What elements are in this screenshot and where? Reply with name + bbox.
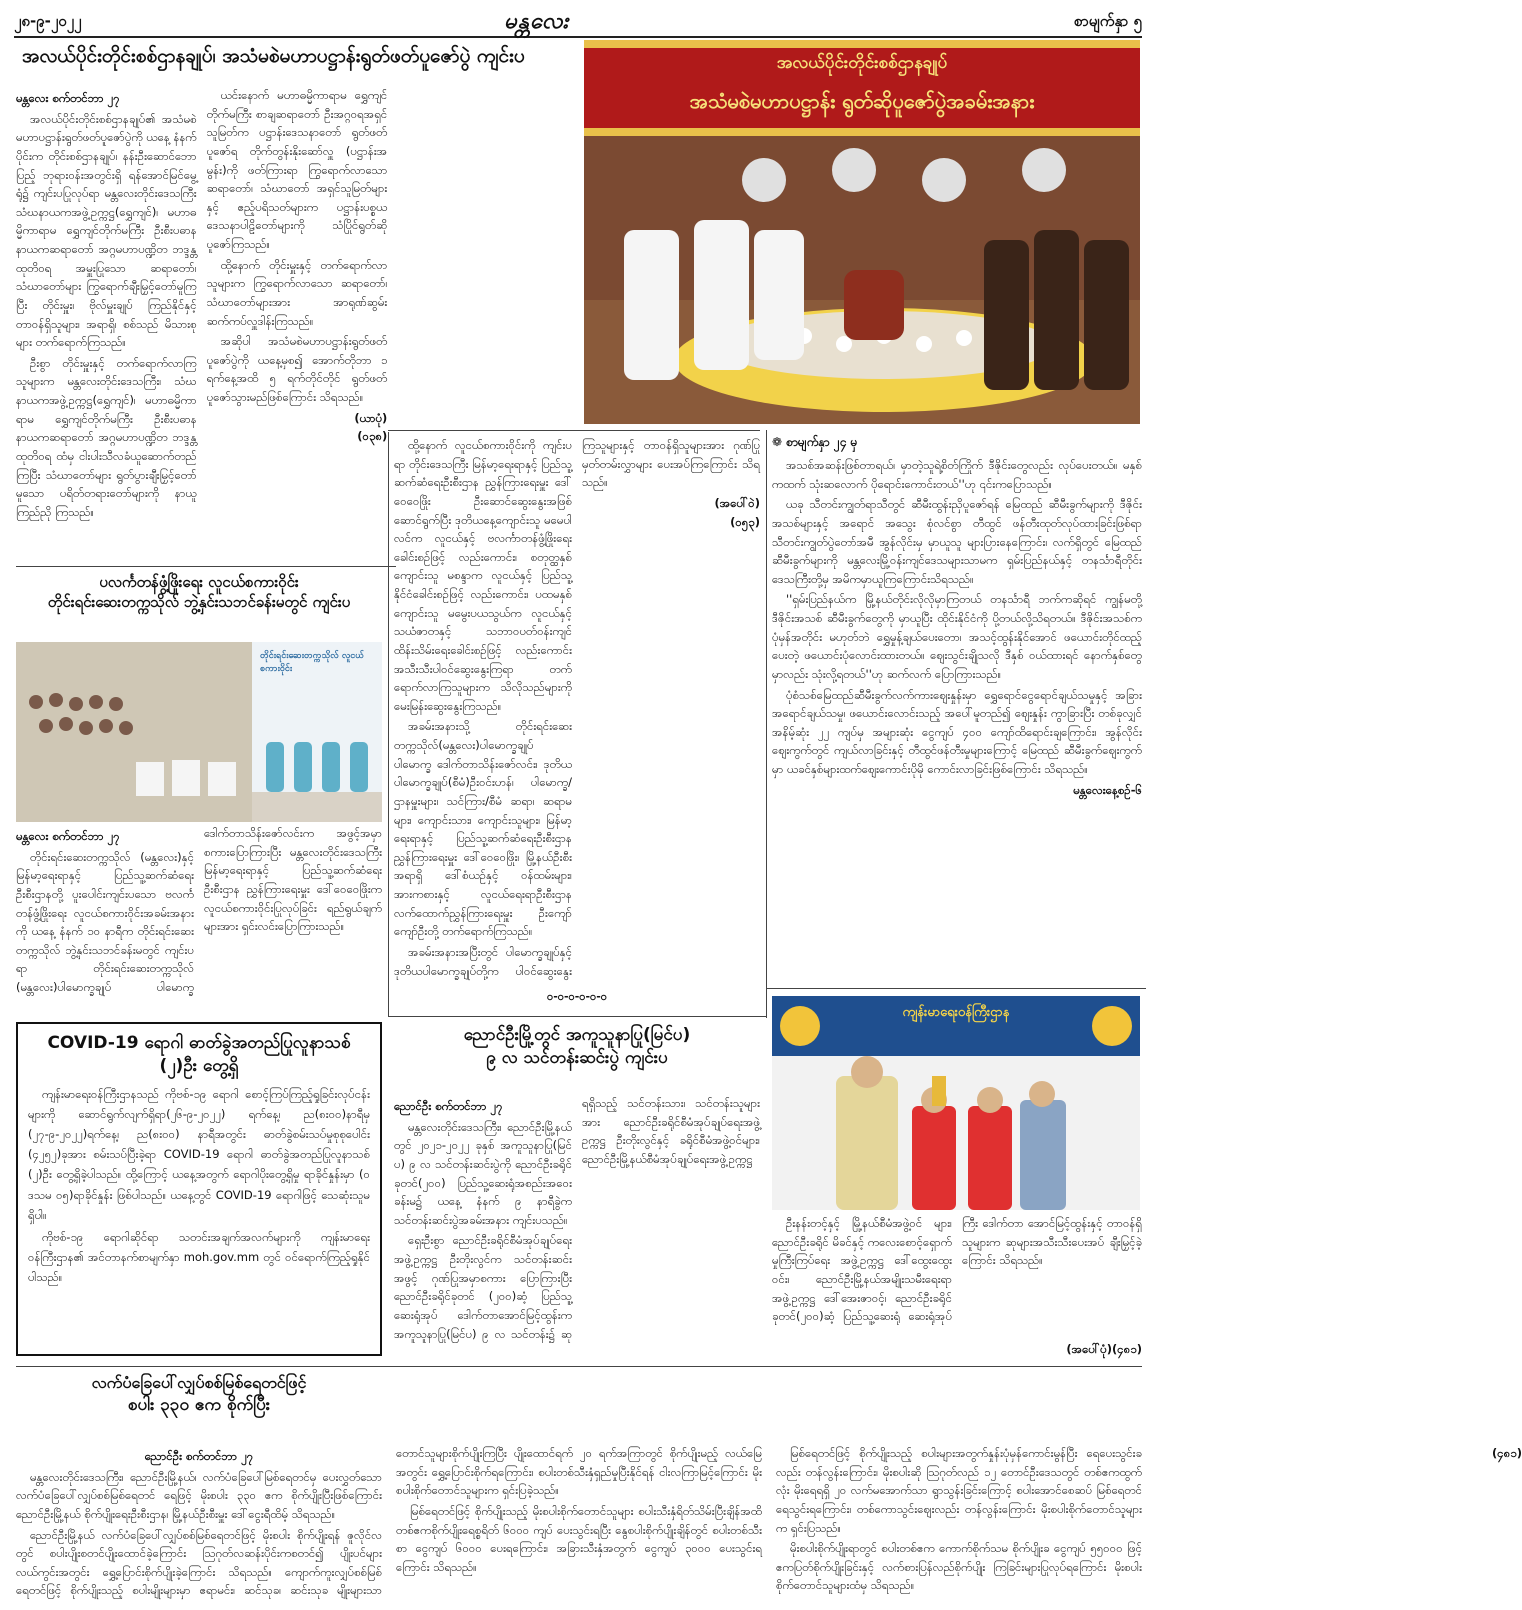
article-paragraph: ယခု သီတင်းကျွတ်ရာသီတွင် ဆီမီးထွန်းညှိပူဇော်ရန် မြေထည် ဆီမီးခွက်များကို ဒီဇိုင်းအသစ်များနှင့် အရောင် အသွေး စုံလင်စွာ တီထွင် ဖန်တီးထုတ်လုပ်ထားခြင်းဖြစ်ရာ သီတင်းကျွတ်ပွဲတော်အမီ အွန်လိုင်းမှ မှာယူသူ များပြားနေကြောင်း၊ လက်ရှိတွင် မြေထည် ဆီမီးခွက်များကို မန္တလေးမြို့ဝန်းကျင်ဒေသများသာမက ရှမ်းပြည်နယ်နှင့် တနင်္သာရီတိုင်းဒေသကြီးတို့မှ အမိကမှာယူကြကြောင်းသိရသည်။	[772, 497, 1142, 586]
page-header	[14, 6, 1142, 38]
article-paragraph: ဦးစွာ တိုင်းမှူးနှင့် တက်ရောက်လာကြသူများက မန္တလေးတိုင်းဒေသကြီး၊ သံဃနာယကအဖွဲ့ဥက္ကဋ္ဌ(ရွှေကျင်)၊ မဟာဓမ္မိကာရာမ ရွှေကျင်တိုက်မကြီး ဦးစီးပဓာန နာယကဆရာတော် အဂ္ဂမဟာပဏ္ဍိတ ဘဒ္ဒန္တထုတိဝရ ထံမှ ငါးပါးသီလခံယူဆောက်တည်ကြပြီး သံဃာတော်များ ရွတ်ပွားချီးမြှင့်တော်မူသော ပရိတ်တရားတော်များကို နာယူကြည်ညို ကြသည်။	[16, 355, 197, 519]
article-paragraph: အသစ်အဆန်းဖြစ်တာရယ်၊ မှာတဲ့သူရဲ့စိတ်ကြိုက် ဒီဇိုင်းတွေလည်း လုပ်ပေးတယ်။ မနှစ်ကထက် သုံးဆလောက် ပိုရောင်းကောင်းတယ်''ဟု ၎င်းကပြောသည်။	[772, 458, 1142, 491]
article-byline: ညောင်ဦး စက်တင်ဘာ ၂၇	[144, 1449, 254, 1463]
covid-paragraph: ကိုဗစ်-၁၉ ရောဂါဆိုင်ရာ သတင်းအချက်အလက်များကို ကျန်းမာရေးဝန်ကြီးဌာန၏ အင်တာနက်စာမျက်နှာ moh.gov.mm တွင် ဝင်ရောက်ကြည့်ရှုနိုင်ပါသည်။	[28, 1229, 370, 1284]
article-nursing-headline	[394, 1024, 760, 1090]
article-paragraph: မန္တလေးတိုင်းဒေသကြီး၊ ညောင်ဦးမြို့နယ်၊ လက်ပံခြေပေါ်မြစ်ရေတင်မှ ပေးလွှတ်သော လက်ပံခြေပေါ်လျှပ်စစ်မြစ်ရေတင် ရေဖြင့် မိုးစပါး ၃၃၀ ဧက စိုက်ပျိုးပြီးဖြစ်ကြောင်း ညောင်ဦးမြို့နယ် စိုက်ပျိုးရေးဦးစီးဌာန၊ မြို့နယ်ဦးစီးမှူး ဒေါ်ငွေးရီထိမ့် သိရသည်။	[16, 1469, 382, 1521]
article-code: (၀၅၃)	[730, 514, 760, 529]
article-byline: ညောင်ဦး စက်တင်ဘာ ၂၇	[394, 1099, 503, 1113]
article-paragraph: အခမ်းအနားသို့ တိုင်းရင်းဆေးတက္ကသိုလ်(မန္တလေး)ပါမောက္ခချုပ် ပါမောက္ခ ဒေါက်တာသိန်းဇော်လင်း၊ ဒုတိယပါမောက္ခချုပ်(စီမံ)ဦးဝင်းဟန်၊ ပါမောက္ခ/ဌာနမှူးများ၊ သင်ကြား/စီမံ ဆရာ၊ ဆရာမများ၊ ကျောင်းသား၊ ကျောင်းသူများ၊ မြန်မာ့ရေးရာနှင့် ပြည်သူ့ဆက်ဆံရေးဦးစီးဌာန ညွှန်ကြားရေးမှူး ဒေါ်ဝေဝေဖြိုး၊ မြို့နယ်ဦးစီးအရာရှိ ဒေါ်စံယဉ်နှင့် ဝန်ထမ်းများ၊ အားကစားနှင့် လူငယ်ရေးရာဦးစီးဌာန လက်ထောက်ညွှန်ကြားရေးမှူး ဦးကျော်ကျော်ဦးတို့ တက်ရောက်ကြသည်။	[394, 719, 572, 939]
page-number: စာမျက်နှာ ၅	[1074, 12, 1142, 30]
article-youth-forum-headline	[16, 572, 382, 638]
article-headline: တိုင်းရင်းဆေးတက္ကသိုလ် ဘွဲ့နှင်းသဘင်ခန်းမတွင် ကျင်းပ	[47, 593, 351, 612]
article-byline: မန္တလေး စက်တင်ဘာ ၂၇	[16, 829, 120, 843]
continued-from-text: စာမျက်နှာ ၂၄ မှ	[786, 435, 858, 449]
flower-icon: ❁	[772, 435, 787, 449]
masthead-logo: မန္တလေး	[504, 9, 570, 34]
youth-forum-banner: တိုင်းရင်းဆေးတက္ကသိုလ် လူငယ်စကားဝိုင်း	[260, 651, 365, 674]
article-signature: မန္တလေးနေ့စဉ်-၆	[1073, 782, 1142, 797]
article-paragraph: ပုံစံသစ်မြေထည်ဆီမီးခွက်လက်ကားဈေးနှုန်းမှာ ရွှေရောင်ငွေရောင်ချယ်သမှုနှင့် အခြား အရောင်ချယ်သမှု၊ ဖယောင်းလောင်းသည့် အပေါ်မူတည်၍ ဈေးနှုန်း ကွာခြားပြီး တစ်ခုလျှင်အနိမ့်ဆုံး ၂၂ ကျပ်မှ အများဆုံး ငွေကျပ် ၄၀၀ ကျော်ထိရောင်းချကြောင်း၊ အွန်လိုင်းဈေးကွက်တွင် ကျယ်လာခြင်းနှင့် တီထွင်ဖန်တီးမှုများကြောင့် မြေထည် ဆီမီးခွက်ဈေးကွက်မှာ ယခင်နှစ်များထက်ဈေးကောင်းပိုမို ကောင်းလာခြင်းဖြစ်ကြောင်း သိရသည်။	[772, 687, 1142, 776]
article-headline: ပလင်္ကတန်ဖွံ့ဖြိုးရေး လူငယ်စကားဝိုင်း	[99, 573, 299, 591]
youth-forum-photo	[16, 642, 382, 822]
article-paragraph: ထို့နောက် တိုင်းမှူးနှင့် တက်ရောက်လာသူများက ကြွရောက်လာသော ဆရာတော်၊ သံဃာတော်များအား အာရုဏ်ဆွမ်း ဆက်ကပ်လှူဒါန်းကြသည်။	[206, 257, 388, 328]
article-paddy-headline	[16, 1372, 382, 1442]
article-headline: စပါး ၃၃၀ ဧက စိုက်ပြီး	[127, 1394, 271, 1415]
article-headline: ၉ လ သင်တန်းဆင်းပွဲ ကျင်းပ	[486, 1047, 668, 1068]
divider	[16, 1366, 1142, 1367]
article-youth-forum-continued	[394, 436, 760, 1014]
article-headline: ညောင်ဦးမြို့တွင် အကူသူနာပြု(မြင်ပ)	[463, 1025, 691, 1045]
article-paragraph: မြစ်ရေတင်ဖြင့် စိုက်ပျိုးသည့် စပါးများအတွက်နှုန်းပုံမှန်ကောင်းမွန်ပြီး ရေပေးသွင်းခလည်း တန်လွန်းကြောင်း၊ မိုးစပါးဆို ဩဂုတ်လည် ၁၂ တောင်ဦးဒေသတွင် တစ်ဧကထွက်လုံး မိုးရေရရှိ ၂၀ လက်မအောက်သာ ရွာသွန်းခြင်းကြောင့် စပါးအောင်စေဆပ် မြစ်ရေတင်ရေသွင်းရကြောင်း၊ တစ်ကောသွင်းဈေးလည်း တန်လွန်းကြောင်း မိုးစပါးစိုက်တောင်သူများက ရှင်းပြသည်။	[776, 1446, 1142, 1535]
article-paragraph: ''ရှမ်းပြည်နယ်က မြို့နယ်တိုင်းလိုလိုမှာကြတယ် တနင်္သာရီ ဘက်ကဆိုရင် ကျွန်မတို့ ဒီဇိုင်းအသစ် ဆီမီးခွက်တွေကို မှာယူပြီး ထိုင်းနိုင်ငံကို ပို့တယ်လို့သိရတယ်။ ဒီဇိုင်းအသစ်က ပုံမှန်အတိုင်း မဟုတ်ဘဲ ရွှေမှုန့်ချယ်ပေးတော၊ အသင့်ထွန်းနိုင်အောင် ဖယောင်းတိုင်ထည့်ပေးတဲ့ ဖယောင်းပုံလောင်းထားတယ်။ ဈေးသွင်းချိုသလို ဒီနှစ် ဝယ်ထားရင် နောက်နှစ်တွေမှာလည်း သုံးလို့ရတယ်''ဟု ဆက်လက် ပြောကြားသည်။	[772, 592, 1142, 681]
nursing-photo-banner: ကျန်းမာရေးဝန်ကြီးဌာန	[902, 1005, 1010, 1020]
divider	[388, 432, 389, 1016]
article-paragraph: အခမ်းအနားအပြီးတွင် ပါမောက္ခချုပ်နှင့် ဒုတိယပါမောက္ခချုပ်တို့က ပါဝင်ဆွေးနွေးကြသူများနှင့် တာဝန်ရှိသူများအား ဂုဏ်ပြုမှတ်တမ်းလွှာများ ပေးအပ်ကြကြောင်း သိရသည်။	[394, 438, 760, 978]
article-paragraph: တိုင်းရင်းဆေးတက္ကသိုလ် (မန္တလေး)နှင့် မြန်မာ့ရေးရာနှင့် ပြည်သူ့ဆက်ဆံရေးဦးစီးဌာနတို့ ပူးပေါင်းကျင်းပသော ဗလင်္ကတန်ဖွံ့ဖြိုးရေး လူငယ်စကားဝိုင်းအခမ်းအနားကို ယနေ့ နံနက် ၁၀ နာရီက တိုင်းရင်းဆေးတက္ကသိုလ် ဘွဲ့နှင်းသဘင်ခန်းမတွင် ကျင်းပရာ တိုင်းရင်းဆေးတက္ကသိုလ် (မန္တလေး)ပါမောက္ခချုပ် ပါမောက္ခ ဒေါက်တာသိန်းဇော်လင်းက အဖွင့်အမှာစကားပြောကြားပြီး မန္တလေးတိုင်းဒေသကြီး မြန်မာ့ရေးရာနှင့် ပြည်သူ့ဆက်ဆံရေးဦးစီးဌာန ညွှန်ကြားရေးမှူး ဒေါ်ဝေဝေဖြိုးက လူငယ်စကားဝိုင်းပြုလုပ်ခြင်း ရည်ရွယ်ချက်များအား ရှင်းလင်းပြောကြားသည်။	[16, 826, 382, 994]
article-paragraph: မန္တလေးတိုင်းဒေသကြီး၊ ညောင်ဦးမြို့နယ်တွင် ၂၀၂၁-၂၀၂၂ ခုနှစ် အကူသူနာပြု(မြင်ပ) ၉ လ သင်တန်းဆင်းပွဲကို ညောင်ဦးခရိုင် ခုတင်(၂၀၀) ပြည်သူ့ဆေးရုံအစည်းအဝေးခန်းမ၌ ယနေ့ နံနက် ၉ နာရီခွဲက သင်တန်းဆင်းပွဲအခမ်းအနား ကျင်းပသည်။	[394, 1119, 572, 1227]
article-youth-forum-body	[16, 824, 382, 1014]
article-nursing-continued	[772, 1214, 1142, 1362]
article-nursing-body	[394, 1094, 760, 1362]
article-paragraph: ဦးနန်းတင့်နှင့် မြို့နယ်စီမံအဖွဲ့ဝင် များ၊ ညောင်ဦးခရိုင် မိခင်နှင့် ကလေးစောင့်ရှောက်မှုကြီးကြပ်ရေး အဖွဲ့ဥက္ကဋ္ဌ ဒေါ်ထွေးထွေးဝင်း၊ ညောင်ဦးမြို့နယ်အမျိုးသမီးရေးရာ အဖွဲ့ဥက္ကဋ္ဌ ဒေါ်အေးဇာဝင့်၊ ညောင်ဦးခရိုင် ခုတင်(၂၀၀)ဆံ့ ပြည်သူ့ဆေးရုံ ဆေးရုံအုပ်ကြီး ဒေါက်တာ အောင်မြင့်ထွန်းနှင့် တာဝန်ရှိသူများက ဆုများအသီးသီးပေးအပ် ချီးမြှင့်ခဲ့ကြောင်း သိရသည်။	[772, 1216, 1142, 1324]
article-code: (၀၃၈)	[357, 429, 388, 444]
article-paragraph: မိုးစပါးစိုက်ပျိုးရာတွင် စပါးတစ်ဧက ကောက်စိုက်သမ စိုက်ပျိုးခ ငွေကျပ် ၅၅၀၀၀ ဖြင့် ဧကပြတ်စိုက်ပျိုးခြင်းနှင့် လက်စားပြန်လည်စိုက်ပျိုး ကြခြင်းများပြုလုပ်ရကြောင်း မိုးစပါးစိုက်တောင်သူများထံမှ သိရသည်။	[776, 1541, 1142, 1593]
article-byline: မန္တလေး စက်တင်ဘာ ၂၇	[16, 91, 120, 105]
nursing-photo	[772, 996, 1140, 1210]
article-paragraph: ထို့နောက် လူငယ်စကားဝိုင်းကို ကျင်းပရာ တိုင်းဒေသကြီး မြန်မာ့ရေးရာနှင့် ပြည်သူ့ဆက်ဆံရေးဦးစီးဌာန ညွှန်ကြားရေးမှူး ဒေါ်ဝေဝေဖြိုး ဦးဆောင်ဆွေးနွေးအဖြစ် ဆောင်ရွက်ပြီး ဒုတိယနေ့ကျောင်းသူ မမေပါလင်က လူငယ်နှင့် ဗလင်္ကာတန်ဖွံ့ဖြိုးရေးခေါင်းစဉ်ဖြင့် လည်းကောင်း၊ စတုတ္ထနှစ် ကျောင်းသူ မစန္ဒာက လူငယ်နှင့် ပြည်သူ့နိုင်ငံခေါင်းစဉ်ဖြင့် လည်းကောင်း၊ ပထမနှစ် ကျောင်းသူ မမွေးပယသွယ်က လူငယ်နှင့် သယံဇာတနှင့် သဘာဝပတ်ဝန်းကျင်ထိန်းသိမ်းရေးခေါင်းစဉ်ဖြင့် လည်းကောင်း အသီးသီးပါဝင်ဆွေးနွေးကြရာ တက်ရောက်လာကြသူများက သိလိုသည်များကို မေးမြန်းဆွေးနွေးကြသည်။	[394, 438, 572, 713]
article-oil-lamps	[772, 434, 1142, 984]
issue-date: ၂၈-၉-၂၀၂၂	[14, 12, 82, 30]
article-headline: လက်ပံခြေပေါ်လျှပ်စစ်မြစ်ရေတင်ဖြင့်	[91, 1373, 307, 1392]
article-signature: (အပေါ်ပုံ)(၄၈၁)	[1066, 1342, 1142, 1356]
covid-notice-box	[16, 1022, 382, 1356]
continued-from-label	[772, 434, 1142, 452]
divider	[388, 430, 760, 431]
divider	[766, 988, 1146, 989]
article-paragraph: အဆိုပါ အသံမစဲမဟာပဋ္ဌာန်းရွတ်ဖတ်ပူဇော်ပွဲကို ယနေ့မှစ၍ အောက်တိုဘာ ၁ ရက်နေ့အထိ ၅ ရက်တိုင်တိုင် ရွတ်ဖတ်ပူဇော်သွားမည်ဖြစ်ကြောင်း သိရသည်။	[206, 334, 388, 404]
article-paragraph: မြစ်ရေတင်ဖြင့် စိုက်ပျိုးသည့် မိုးစပါးစိုက်တောင်သူများ စပါးသီးနှံရိတ်သိမ်းပြီးချိန်အထိ တစ်ဧကစိုက်ပျိုးရေစ္စရိတ် ၆၀၀၀ ကျပ် ပေးသွင်းရပြီး နွေစပါးစိုက်ပျိုးချိန်တွင် စပါးတစ်သီးစာ ငွေကျပ် ၆၀၀၀ ပေးရကြောင်း၊ အခြားသီးနှံအတွက် ငွေကျပ် ၃၀၀၀ ပေးသွင်းရကြောင်း သိရသည်။	[396, 1503, 762, 1574]
banner-line-1: အလယ်ပိုင်းတိုင်းစစ်ဌာနချုပ်	[776, 53, 948, 73]
nursing-photo-art	[772, 996, 1140, 1210]
article-paragraph: အလယ်ပိုင်းတိုင်းစစ်ဌာနချုပ်၏ အသံမစဲမဟာပဋ္ဌာန်းရွတ်ဖတ်ပူဇော်ပွဲကို ယနေ့ နံနက်ပိုင်းက တိုင်းစစ်ဌာနချုပ်၊ နန်းဦးဆောင်ဘော ပြည့် ဘုရားဝန်းအတွင်းရှိ ရန်အောင်မြင်မွေ့ရုံ၌ ကျင်းပပြုလုပ်ရာ မန္တလေးတိုင်းဒေသကြီး သံဃနာယကအဖွဲ့ဥက္ကဋ္ဌ(ရွှေကျင်)၊ မဟာဓမ္မိကာရာမ ရွှေကျင်တိုက်မကြီး ဦးစီးပဓာန နာယကဆရာတော် အဂ္ဂမဟာပဏ္ဍိတ ဘဒ္ဒန္တထုတိဝရ အမှူးပြုသော ဆရာတော်၊ သံဃာတော်များ ကြွရောက်ချီးမြှင့်တော်မူကြပြီး တိုင်းမှူး၊ ဗိုလ်မှူးချုပ် ကြည်နိုင်နှင့် တာဝန်ရှိသူများ၊ အရာရှိ၊ စစ်သည် မိသားစုများ တက်ရောက်ကြသည်။	[16, 111, 197, 350]
article-signature: (ယာပုံ)	[354, 410, 388, 425]
article-paragraph: ညောင်ဦးမြို့နယ် လက်ပံခြေပေါ်လျှပ်စစ်မြစ်ရေတင်ဖြင့် မိုးစပါး စိုက်ပျိုးရန် ဇူလိုင်လတွင် စပါးပျိုးစတင်ပျိုးထောင်ခဲ့ကြောင်း ဩဂုတ်လဆန်းပိုင်းကစတင်၍ ပျိုးပင်များ လယ်ကွင်းအတွင်း ရွှေ့ပြောင်းစိုက်ပျိုးခဲ့ကြောင်း သိရသည်။ ကျောက်ကူးလျှပ်စစ်မြစ်ရေတင်ဖြင့် စိုက်ပျိုးသည့် စပါးမျိုးများမှာ ဧရာမင်း၊ ဆင်သုခ၊ ဆင်းသုခ မျိုးများသာ တောင်သူများစိုက်ပျိုးကြပြီး ပျိုးထောင်ရက် ၂၀ ရက်အကြာတွင် စိုက်ပျိုးမည့် လယ်မြေအတွင်း ရွှေ့ပြောင်းစိုက်ရကြောင်း၊ စပါးတစ်သီးနှံရှည်မှုပြီးနိုင်ရန် ငါးလကြာမြင့်ကြောင်း မိုးစပါးစိုက်တောင်သူများက ရှင်းပြခဲ့သည်။	[16, 1446, 762, 1598]
article-headline: အလယ်ပိုင်းတိုင်းစစ်ဌာနချုပ်၊ အသံမစဲမဟာပဋ္ဌာန်းရွတ်ဖတ်ပူဇော်ပွဲ ကျင်းပ	[22, 45, 525, 67]
divider	[388, 1016, 766, 1017]
banner-line-2: အသံမစဲမဟာပဋ္ဌာန်း ရွတ်ဆိုပူဇော်ပွဲအခမ်းအနား	[689, 89, 1035, 113]
article-paragraph: ရှေးဦးစွာ ညောင်ဦးခရိုင်စီမံအုပ်ချုပ်ရေးအဖွဲ့ဥက္ကဋ္ဌ ဦးတိုးလွင်က သင်တန်းဆင်းအဖွင့် ဂုဏ်ပြုအမှာစကား ပြောကြားပြီး ညောင်ဦးခရိုင်ခုတင် (၂၀၀)ဆံ့ ပြည်သူ့ဆေးရုံအုပ် ဒေါက်တာအောင်မြင့်ထွန်းက အကူသူနာပြု(မြင်ပ) ၉ လ သင်တန်း၌ ဆုရရှိသည့် သင်တန်းသား၊ သင်တန်းသူများအား ညောင်ဦးခရိုင်စီမံအုပ်ချုပ်ရေးအဖွဲ့ဥက္ကဋ္ဌ ဦးတိုးလွင်နှင့် ခရိုင်စီမံအဖွဲ့ဝင်များ၊ ညောင်ဦးမြို့နယ်စီမံအုပ်ချုပ်ရေးအဖွဲ့ဥက္ကဋ္ဌ	[394, 1096, 760, 1341]
covid-paragraph: ကျန်းမာရေးဝန်ကြီးဌာနသည် ကိုဗစ်-၁၉ ရောဂါ စောင့်ကြပ်ကြည့်ရှုခြင်းလုပ်ငန်းများကို ဆောင်ရွက်လျက်ရှိရာ(၂၆-၉-၂၀၂၂) ရက်နေ့၊ ည(၈း၀၀)နာရီမှ (၂၇-၉-၂၀၂၂)ရက်နေ့၊ ည(၈း၀၀) နာရီအတွင်း ဓာတ်ခွဲစမ်းသပ်မှုစုစုပေါင်း (၄၂၅၂)ခုအား စမ်းသပ်ပြီးခဲ့ရာ COVID-19 ရောဂါ ဓာတ်ခွဲအတည်ပြုလူနာသစ် (၂)ဦး တွေ့ရှိခဲ့ပါသည်။ ထို့ကြောင့် ယနေ့အတွက် ရောဂါပိုးတွေ့ရှိမှု ရာခိုင်နှုန်းမှာ (၀ ဒသမ ၀၅)ရာခိုင်နှုန်း ဖြစ်ပါသည်။ ယနေ့တွင် COVID-19 ရောဂါဖြင့် သေဆုံးသူမရှိပါ။	[28, 1086, 370, 1222]
article-end-mark: ၀-၀-၀-၀-၀-၀	[547, 990, 607, 1003]
ceremony-photo	[584, 40, 1140, 424]
article-signature: (အပေါ်ဝဲ)	[714, 495, 760, 510]
article-signature: (၄၈၁)	[1491, 1446, 1522, 1460]
article-paragraph: ယင်းနောက် မဟာဓမ္မိကာရာမ ရွှေကျင်တိုက်မကြီး စာချဆရာတော် ဦးအဂ္ဂဝရအရှင်သူမြတ်က ပဋ္ဌာန်းဒေသနာတော် ရွတ်ဖတ်ပူဇော်ရ တိုက်တွန်းနိုးဆော်လှူ (ပဋ္ဌာန်းအမွန်း)ကို ဖတ်ကြားရာ ကြွရောက်လာသော ဆရာတော်၊ သံဃာတော် အရှင်သူမြတ်များနှင့် ဧည့်ပရိသတ်များက ပဋ္ဌာန်းပစ္စယဒေသနာပါဠိတော်များကို သံပြိုင်ရွတ်ဆိုပူဇော်ကြသည်။	[206, 88, 388, 251]
covid-headline: COVID-19 ရောဂါ ဓာတ်ခွဲအတည်ပြုလူနာသစ် (၂)ဦး တွေ့ရှိ	[47, 1033, 351, 1076]
divider	[766, 430, 767, 1018]
divider	[16, 566, 396, 567]
article-paddy-body	[16, 1444, 1522, 1604]
